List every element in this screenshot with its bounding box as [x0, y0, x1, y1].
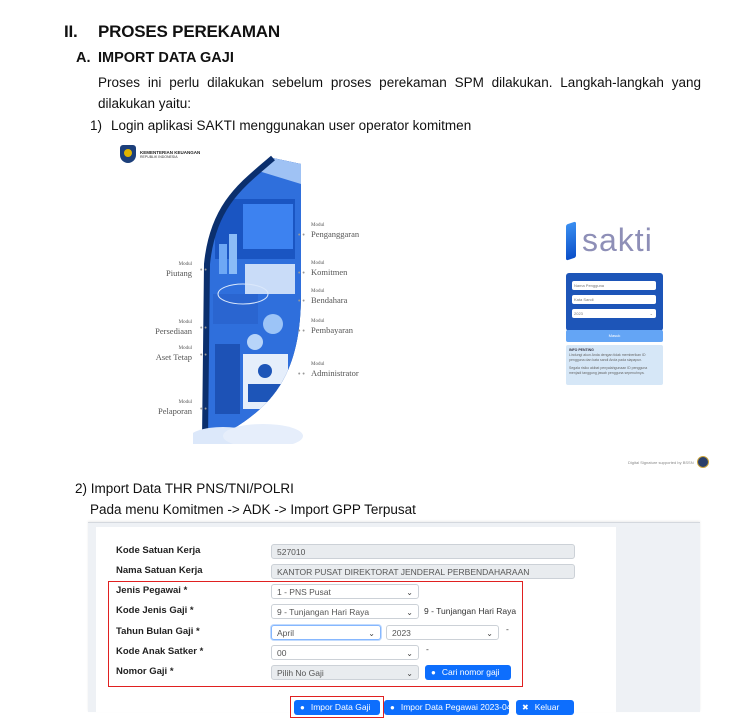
jenis-pegawai-select[interactable]: 1 - PNS Pusat ⌄	[271, 584, 419, 599]
step-1-text: Login aplikasi SAKTI menggunakan user operator komitmen	[111, 118, 472, 133]
bssn-seal-icon	[697, 456, 709, 468]
label-jenis-pegawai: Jenis Pegawai *	[116, 585, 188, 596]
subsection-title: IMPORT DATA GAJI	[98, 50, 234, 66]
import-form-panel	[96, 527, 616, 712]
connector-dots: • •	[298, 371, 305, 378]
label-kode-satker: Kode Satuan Kerja	[116, 545, 201, 556]
info-line-2: Segala risiko akibat penyalahgunaan ID pengguna menjadi tanggung jawab pengguna sepenuhnya.	[569, 366, 648, 375]
subsection-heading	[76, 50, 234, 66]
login-form	[566, 273, 663, 331]
connector-dots: • •	[200, 406, 207, 413]
connector-dots: • •	[298, 232, 305, 239]
label-tahun-bulan-gaji: Tahun Bulan Gaji *	[116, 626, 200, 637]
section-heading	[64, 22, 280, 42]
step-2-text: Import Data THR PNS/TNI/POLRI	[90, 481, 294, 496]
year-select[interactable]: 2023 ⌄	[572, 309, 656, 318]
month-select[interactable]: April ⌄	[271, 625, 381, 640]
import-salary-button[interactable]: ● Impor Data Gaji	[294, 700, 380, 715]
chevron-down-icon: ⌄	[368, 629, 375, 638]
label-nama-satker: Nama Satuan Kerja	[116, 565, 203, 576]
kode-anak-satker-select[interactable]: 00 ⌄	[271, 645, 419, 660]
period-description: -	[506, 624, 509, 634]
sakti-illustration-icon	[193, 154, 305, 444]
chevron-down-icon: ⌄	[406, 608, 413, 617]
step-1-number: 1)	[90, 118, 103, 133]
module-persediaan: Modul Persediaan	[155, 320, 192, 336]
step-2	[75, 481, 294, 496]
digital-signature-note	[628, 456, 709, 468]
kode-satker-field: 527010	[271, 544, 575, 559]
info-title: INFO PENTING	[569, 348, 594, 352]
login-screenshot	[108, 140, 713, 475]
module-komitmen: Modul Komitmen	[311, 261, 348, 277]
search-salary-number-button[interactable]: ● Cari nomor gaji	[425, 665, 511, 680]
sakti-logo-text: sakti	[582, 222, 653, 258]
year-select[interactable]: 2023 ⌄	[386, 625, 499, 640]
module-pembayaran: Modul Pembayaran	[311, 319, 354, 335]
step-2-number: 2)	[75, 481, 88, 496]
menu-path: Pada menu Komitmen -> ADK -> Import GPP Terpusat	[90, 502, 416, 517]
chevron-down-icon: ⌄	[406, 649, 413, 658]
highlight-box-fields	[108, 581, 523, 687]
info-box	[566, 345, 663, 385]
intro-paragraph: Proses ini perlu dilakukan sebelum proses perekaman SPM dilakukan. Langkah-langkah yang dilakukan yaitu:	[98, 75, 701, 111]
connector-dots: • •	[200, 325, 207, 332]
plus-circle-icon: ●	[431, 668, 436, 677]
info-line-1: Lindungi akun Anda dengan tidak memberikan ID pengguna dan kata sandi Anda pada siapapun.	[569, 353, 646, 362]
module-pelaporan: Modul Pelaporan	[158, 400, 192, 416]
chevron-down-icon: ⌄	[486, 629, 493, 638]
chevron-down-icon: ⌄	[406, 588, 413, 597]
login-button[interactable]: Masuk	[566, 330, 663, 342]
signature-text: Digital Signature supported by BSSN	[628, 459, 694, 465]
connector-dots: • •	[298, 270, 305, 277]
sakti-logo	[566, 222, 653, 259]
username-input[interactable]: Nama Pengguna	[572, 281, 656, 290]
connector-dots: • •	[200, 267, 207, 274]
section-number: II.	[64, 22, 78, 41]
connector-dots: • •	[298, 328, 305, 335]
connector-dots: • •	[298, 298, 305, 305]
ministry-logo-icon	[120, 145, 136, 163]
module-bendahara: Modul Bendahara	[311, 289, 348, 305]
ministry-name: KEMENTERIAN KEUANGAN	[140, 149, 201, 155]
subsection-number: A.	[76, 50, 91, 66]
sakti-logo-icon	[566, 221, 576, 260]
section-title: PROSES PEREKAMAN	[98, 22, 280, 41]
label-kode-jenis-gaji: Kode Jenis Gaji *	[116, 605, 194, 616]
label-kode-anak-satker: Kode Anak Satker *	[116, 646, 204, 657]
module-aset-tetap: Modul Aset Tetap	[155, 346, 192, 362]
step-1	[90, 118, 471, 133]
module-administrator: Modul Administrator	[311, 362, 359, 378]
module-penganggaran: Modul Penganggaran	[311, 223, 360, 239]
password-input[interactable]: Kata Sandi	[572, 295, 656, 304]
highlight-box-import-button	[290, 696, 384, 718]
ministry-header	[120, 145, 200, 163]
plus-circle-icon: ●	[390, 703, 395, 712]
label-nomor-gaji: Nomor Gaji *	[116, 666, 174, 677]
module-piutang: Modul Piutang	[166, 262, 192, 278]
anak-satker-description: -	[426, 644, 429, 654]
import-form-screenshot	[88, 522, 700, 712]
connector-dots: • •	[200, 352, 207, 359]
import-employee-button[interactable]: ● Impor Data Pegawai 2023-04	[384, 700, 509, 715]
exit-button[interactable]: ✖ Keluar	[516, 700, 574, 715]
nomor-gaji-select[interactable]: Pilih No Gaji ⌄	[271, 665, 419, 680]
chevron-down-icon: ⌄	[649, 311, 653, 316]
jenis-gaji-description: 9 - Tunjangan Hari Raya	[424, 606, 517, 616]
nama-satker-field: KANTOR PUSAT DIREKTORAT JENDERAL PERBENDAHARAAN	[271, 564, 575, 579]
plus-circle-icon: ●	[300, 703, 305, 712]
kode-jenis-gaji-select[interactable]: 9 - Tunjangan Hari Raya ⌄	[271, 604, 419, 619]
close-icon: ✖	[522, 703, 529, 712]
chevron-down-icon: ⌄	[406, 669, 413, 678]
ministry-subname: REPUBLIK INDONESIA	[140, 154, 178, 159]
